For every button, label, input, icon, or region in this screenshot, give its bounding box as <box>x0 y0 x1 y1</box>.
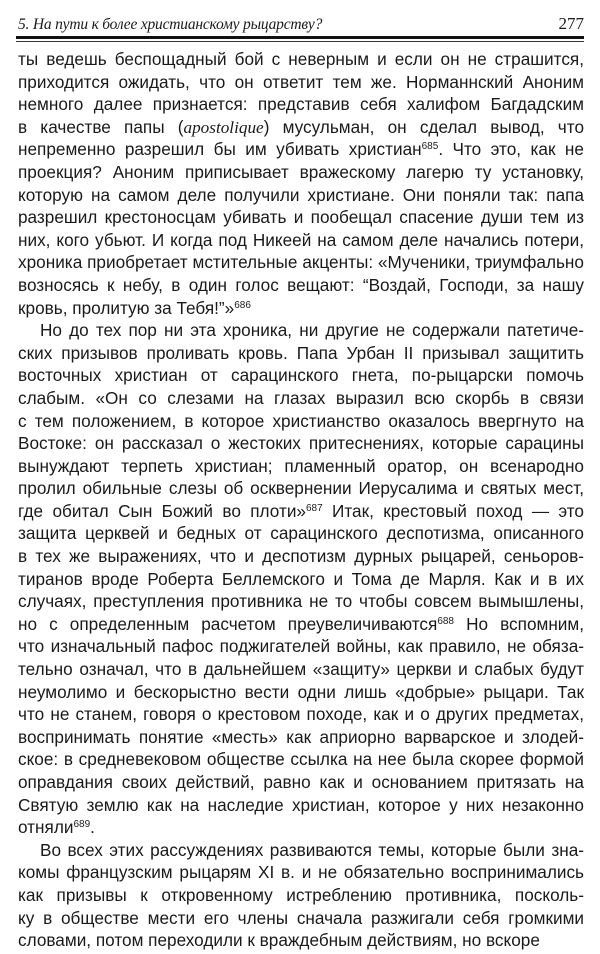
italic-term: apostolique <box>183 117 264 137</box>
text-line: Святую землю как на наследие христиан, которое у них незаконно <box>18 794 584 815</box>
text-line: неумолимо и бескорыстно вести одни лишь «добрые» рыцари. Так <box>18 681 584 702</box>
text-line: них, кого убьют. И когда под Никеей на самом деле начались потери, <box>18 229 584 250</box>
text-line: ты ведешь беспощадный бой с неверным и если он не страшится, <box>18 49 584 69</box>
text-line: случаях, преступления противника не то чтобы совсем вымышлены, <box>18 591 584 612</box>
text-line: что не станем, говоря о крестовом походе, как и о других предметах, <box>18 704 584 725</box>
text-line: где обитал Сын Божий во плоти»$^{687}$ Итак, крестовый поход — это <box>18 500 584 521</box>
text-line: ку в обществе мести его члены сначала разжигали себя громкими <box>18 907 584 928</box>
body-text <box>18 48 584 952</box>
text-line: немного далее признается: представив себя халифом Багдадским <box>18 94 584 115</box>
text-line: возносясь к небу, в один голос вещают: “Воздай, Господи, за нашу <box>18 274 584 295</box>
text-line: воспринимать понятие «месть» как априорно варварское и злодей- <box>18 726 584 747</box>
text-line: Во всех этих рассуждениях развиваются темы, которые были зна- <box>40 839 584 860</box>
header-rule-thin <box>16 41 584 42</box>
running-head <box>18 12 584 34</box>
text-line: непременно разрешил бы им убивать христиан$^{685}$. Что это, как не <box>18 139 584 160</box>
paragraph <box>18 839 584 952</box>
footnote-ref[interactable]: 689 <box>73 819 91 831</box>
header-rule-thick <box>16 36 584 39</box>
text-line: восточных христиан от сарацинского гнета, по-рыцарски помочь <box>18 365 584 386</box>
paragraph <box>18 319 584 839</box>
text-line: что изначальный пафос поджигателей войны, как правило, не обяза- <box>18 636 584 657</box>
text-line: в тех же выражениях, что и деспотизм дурных рыцарей, сеньоров- <box>18 546 584 567</box>
footnote-ref[interactable]: 686 <box>234 299 251 311</box>
text-line: но с определенным расчетом преувеличиваются$^{688}$ Но вспомним, <box>18 613 584 634</box>
text-line: оправдания своих действий, равно как и основанием притязать на <box>18 772 584 792</box>
footnote-ref[interactable]: 688 <box>437 615 454 627</box>
text-line: вынуждают терпеть христиан; пламенный оратор, он всенародно <box>18 455 584 476</box>
text-line: разрешил крестоносцам убивать и пообещал спасение души тем из <box>18 207 584 228</box>
text-line: словами, потом переходили к враждебным действиям, но вскоре <box>18 930 540 951</box>
text-line: слабым. «Он со слезами на глазах выразил всю скорбь в связи <box>18 387 584 408</box>
text-line: кровь, пролитую за Тебя!”»$^{686}$ <box>18 297 251 318</box>
text-line: приходится ожидать, что он ответит тем же. Норманнский Аноним <box>18 71 584 92</box>
text-line: ское: в средневековом обществе ссылка на нее была скорее формой <box>18 749 584 770</box>
footnote-ref[interactable]: 687 <box>305 502 323 514</box>
paragraph <box>18 48 584 319</box>
text-line: защита церквей и бедных от сарацинского деспотизма, описанного <box>18 523 584 544</box>
text-line: тиранов вроде Роберта Беллемского и Тома де Марля. Как и в их <box>18 568 584 589</box>
text-line: проекция? Аноним приписывает вражескому лагерю ту установку, <box>18 161 584 182</box>
text-line: Востоке: он рассказал о жестоких притеснениях, которые сарацины <box>18 433 584 454</box>
text-line: как призывы к откровенному истреблению противника, посколь- <box>18 884 584 905</box>
footnote-ref[interactable]: 685 <box>421 141 439 153</box>
text-line: пролил обильные слезы об осквернении Иерусалима и святых мест, <box>18 478 584 499</box>
text-line: тельно означал, что в дальнейшем «защиту» церкви и слабых будут <box>18 659 584 680</box>
chapter-title: 5. На пути к более христианскому рыцарству? <box>18 16 323 33</box>
text-line: с тем положением, в которое христианство оказалось ввергнуто на <box>18 410 584 431</box>
page-number: 277 <box>558 14 584 33</box>
text-line: которую на самом деле получили христиане. Они поняли так: папа <box>18 184 584 205</box>
text-line: хроника приобретает мстительные акценты: «Мученики, триумфально <box>18 252 584 273</box>
text-line: отняли$^{689}$. <box>18 817 95 838</box>
text-line: в качестве папы (apostolique) мусульман, он сделал вывод, что <box>18 116 584 137</box>
text-line: Но до тех пор ни эта хроника, ни другие не содержали патетиче- <box>40 320 584 341</box>
text-line: ских призывов проливать кровь. Папа Урбан II призывал защитить <box>18 342 584 363</box>
text-line: комы французским рыцарям XI в. и не обязательно воспринимались <box>18 862 584 883</box>
